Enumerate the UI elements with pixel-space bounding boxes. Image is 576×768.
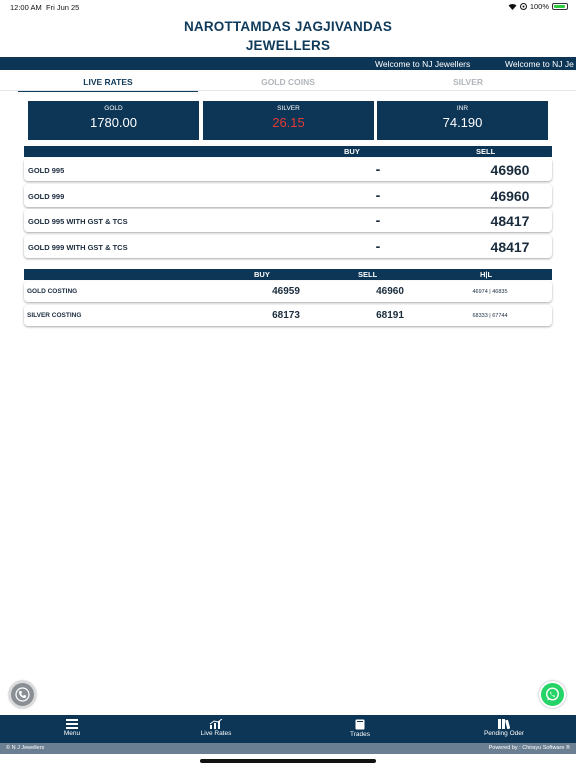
costing-buy: 46959 — [272, 286, 300, 297]
nav-pending-order[interactable] — [432, 715, 576, 743]
gold-rate-label: GOLD — [104, 105, 123, 112]
nav-live-rates[interactable] — [144, 715, 288, 743]
call-button[interactable] — [9, 681, 36, 708]
inr-rate-value: 74.190 — [442, 115, 483, 130]
costing-buy-header: BUY — [254, 270, 270, 279]
status-indicators — [508, 2, 568, 11]
product-sell: 46960 — [490, 188, 530, 204]
product-name: GOLD 995 WITH GST & TCS — [28, 217, 128, 226]
tab-silver[interactable]: SILVER — [452, 77, 484, 87]
costing-name: SILVER COSTING — [27, 312, 82, 319]
inr-rate-box — [377, 101, 548, 140]
footer-copyright: © N J Jewellers — [6, 745, 45, 751]
costing-sell: 46960 — [376, 286, 404, 297]
costing-high-low: 68333 | 67744 — [472, 313, 508, 319]
silver-rate-label: SILVER — [277, 105, 300, 112]
tab-divider — [0, 90, 576, 91]
costing-hl-header: H|L — [480, 270, 493, 279]
nav-menu-label: Menu — [63, 730, 81, 737]
whatsapp-button[interactable] — [539, 681, 566, 708]
costing-row[interactable] — [24, 281, 552, 302]
product-row[interactable] — [24, 209, 552, 232]
silver-rate-box — [203, 101, 374, 140]
costing-row[interactable] — [24, 305, 552, 326]
inr-rate-label: INR — [456, 105, 469, 112]
product-name: GOLD 999 — [28, 192, 65, 201]
library-icon — [498, 719, 510, 729]
product-sell: 46960 — [490, 162, 530, 178]
footer-bar — [0, 743, 576, 754]
gold-rate-value: 1780.00 — [90, 115, 137, 130]
whatsapp-icon — [545, 687, 560, 702]
product-buy: - — [375, 238, 381, 254]
costing-sell: 68191 — [376, 310, 404, 321]
marquee-text-repeat: Welcome to NJ Je — [505, 59, 574, 69]
chart-icon — [209, 719, 223, 729]
wifi-icon — [508, 3, 517, 10]
gold-rate-box — [28, 101, 199, 140]
home-indicator[interactable] — [200, 759, 376, 763]
status-time: 12:00 AM — [10, 3, 42, 12]
product-row[interactable] — [24, 158, 552, 181]
costing-buy: 68173 — [272, 310, 300, 321]
location-icon — [520, 3, 527, 10]
product-row[interactable] — [24, 235, 552, 258]
costing-high-low: 46974 | 46835 — [472, 289, 508, 295]
product-sell: 48417 — [490, 213, 530, 229]
costing-table-header — [24, 269, 552, 280]
status-bar — [0, 0, 576, 14]
products-buy-header: BUY — [344, 147, 360, 156]
nav-pending-order-label: Pending Oder — [483, 730, 525, 737]
product-name: GOLD 999 WITH GST & TCS — [28, 243, 128, 252]
nav-live-rates-label: Live Rates — [200, 730, 232, 737]
costing-name: GOLD COSTING — [27, 288, 78, 295]
product-buy: - — [375, 187, 381, 203]
battery-icon — [552, 3, 568, 10]
book-icon — [355, 719, 365, 730]
silver-rate-value: 26.15 — [272, 115, 305, 130]
tab-live-rates[interactable]: LIVE RATES — [18, 74, 198, 92]
product-row[interactable] — [24, 184, 552, 207]
app-title-line2: JEWELLERS — [245, 38, 331, 53]
nav-trades[interactable] — [288, 715, 432, 743]
marquee-text: Welcome to NJ Jewellers — [375, 59, 471, 69]
product-sell: 48417 — [490, 239, 530, 255]
products-sell-header: SELL — [476, 147, 496, 156]
footer-powered-by: Powered by : Chirayu Software ® — [488, 745, 570, 751]
menu-icon — [66, 719, 78, 729]
phone-icon — [15, 687, 30, 702]
product-buy: - — [375, 161, 381, 177]
nav-menu[interactable] — [0, 715, 144, 743]
bottom-nav — [0, 715, 576, 743]
tab-gold-coins[interactable]: GOLD COINS — [261, 77, 315, 87]
app-title-line1: NAROTTAMDAS JAGJIVANDAS — [183, 19, 393, 34]
welcome-marquee — [0, 57, 576, 70]
nav-trades-label: Trades — [350, 731, 370, 738]
product-name: GOLD 995 — [28, 166, 65, 175]
battery-percent: 100% — [529, 2, 549, 11]
status-date: Fri Jun 25 — [46, 3, 80, 12]
products-table-header — [24, 146, 552, 157]
costing-sell-header: SELL — [358, 270, 378, 279]
product-buy: - — [375, 212, 381, 228]
